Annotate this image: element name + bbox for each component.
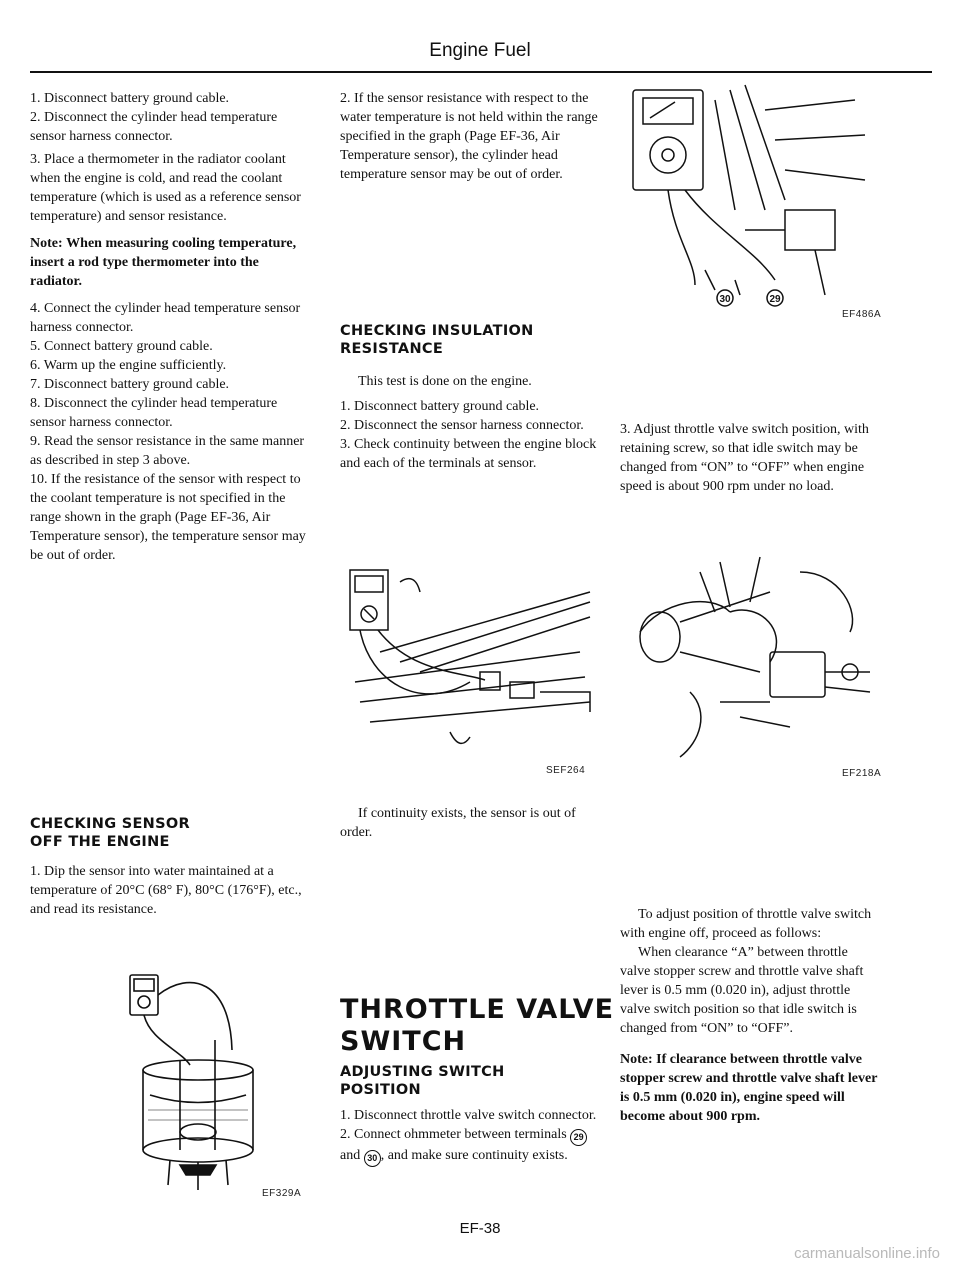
right-adjust-detail: When clearance “A” between throttle valve stopper screw and throttle valve shaft lever is 0.5 mm (0.020 in), adjust throttle valve switch position so that idle switch is changed from “ON” to “OFF”. (620, 945, 864, 1036)
heading-line-1: CHECKING INSULATION (340, 323, 534, 339)
page-header-title: Engine Fuel (429, 40, 531, 61)
heading-checking-sensor (30, 815, 190, 851)
insulation-step-1: 1. Disconnect battery ground cable. (340, 399, 540, 414)
insulation-step-2: 2. Disconnect the sensor harness connector. (340, 418, 584, 433)
insulation-intro: This test is done on the engine. (358, 374, 532, 389)
adjust-step-2-part-a: 2. Connect ohmmeter between terminals (340, 1127, 567, 1142)
figure-ef218a (620, 552, 875, 764)
adjust-step-2-part-c: , and make sure continuity exists. (380, 1148, 568, 1163)
header-rule (30, 71, 932, 73)
middle-step-2-block (340, 89, 602, 184)
heading-line-2: OFF THE ENGINE (30, 834, 170, 850)
heading-adjusting-switch-position (340, 1063, 505, 1099)
figure-sef264 (340, 562, 600, 762)
watermark: carmanualsonline.info (794, 1245, 940, 1262)
left-note (30, 234, 310, 291)
heading-line-1: THROTTLE VALVE (340, 994, 615, 1025)
adjust-step-2 (340, 1125, 602, 1167)
continuity-block (340, 804, 602, 842)
middle-step-2: 2. If the sensor resistance with respect to the water temperature is not held within the range specified in the graph (Page EF-36, Air Temperature sensor), the cylinder head temperature sensor may be out of order. (340, 91, 598, 182)
terminal-29-badge: 29 (570, 1129, 587, 1146)
fig-code-sef264: SEF264 (546, 765, 586, 776)
right-step-3: 3. Adjust throttle valve switch position, with retaining screw, so that idle switch may be changed from “ON” to “OFF” when engine speed is about 900 rpm under no load. (620, 422, 869, 494)
fig1-terminal-30: 30 (719, 294, 731, 305)
page-number: EF-38 (459, 1220, 501, 1237)
adjust-step-2-part-b: and (340, 1148, 361, 1163)
fig-code-ef218a: EF218A (842, 768, 882, 779)
left-step-10: 10. If the resistance of the sensor with respect to the coolant temperature is not specified in the range shown in the graph (Page EF-36, Air Temperature sensor), the temperature sensor may be out of order. (30, 472, 306, 563)
left-step-3: 3. Place a thermometer in the radiator coolant when the engine is cold, and read the coolant temperature (which is used as a reference sensor temperature) and sensor resistance. (30, 152, 301, 224)
fig-code-ef486a: EF486A (842, 309, 882, 320)
right-adjust-block (620, 905, 880, 1126)
heading-line-2: SWITCH (340, 1026, 467, 1057)
fig1-terminal-29: 29 (769, 294, 781, 305)
left-step-8: 8. Disconnect the cylinder head temperature sensor harness connector. (30, 396, 278, 430)
left-step-5: 5. Connect battery ground cable. (30, 339, 213, 354)
figure-ef486a (615, 80, 875, 310)
insulation-step-3: 3. Check continuity between the engine block and each of the terminals at sensor. (340, 437, 597, 471)
heading-line-2: POSITION (340, 1082, 421, 1098)
heading-line-1: ADJUSTING SWITCH (340, 1064, 505, 1080)
left-column (30, 89, 310, 565)
figure-ef329a (120, 970, 260, 1195)
left-step-1: 1. Disconnect battery ground cable. (30, 91, 230, 106)
left-note-text: When measuring cooling temperature, insert a rod type thermometer into the radiator. (30, 236, 297, 289)
heading-line-1: CHECKING SENSOR (30, 816, 190, 832)
right-adjust-intro: To adjust position of throttle valve switch with engine off, proceed as follows: (620, 907, 872, 941)
left-step-9: 9. Read the sensor resistance in the same manner as described in step 3 above. (30, 434, 305, 468)
continuity-text: If continuity exists, the sensor is out of order. (340, 806, 576, 840)
left-step-2: 2. Disconnect the cylinder head temperature sensor harness connector. (30, 110, 278, 144)
adjust-steps-block (340, 1106, 602, 1167)
middle-insulation-block (340, 372, 602, 473)
adjust-step-1: 1. Disconnect throttle valve switch connector. (340, 1108, 597, 1123)
left-note-label: Note: (30, 236, 63, 251)
left-dip-text: 1. Dip the sensor into water maintained at a temperature of 20°C (68° F), 80°C (176°F), etc., and read its resistance. (30, 864, 302, 917)
heading-line-2: RESISTANCE (340, 341, 444, 357)
right-step-3-block (620, 420, 880, 496)
left-step-6: 6. Warm up the engine sufficiently. (30, 358, 227, 373)
heading-throttle-valve-switch (340, 994, 614, 1058)
right-note-label: Note: (620, 1052, 653, 1067)
left-dip-step (30, 862, 310, 919)
heading-checking-insulation (340, 322, 534, 358)
right-note (620, 1050, 880, 1126)
left-step-4: 4. Connect the cylinder head temperature sensor harness connector. (30, 301, 301, 335)
right-note-text: If clearance between throttle valve stopper screw and throttle valve shaft lever is 0.5 mm (0.020 in), engine speed will become about 900 rpm. (620, 1052, 878, 1124)
left-step-7: 7. Disconnect battery ground cable. (30, 377, 230, 392)
fig-code-ef329a: EF329A (262, 1188, 302, 1199)
terminal-30-badge: 30 (364, 1150, 381, 1167)
